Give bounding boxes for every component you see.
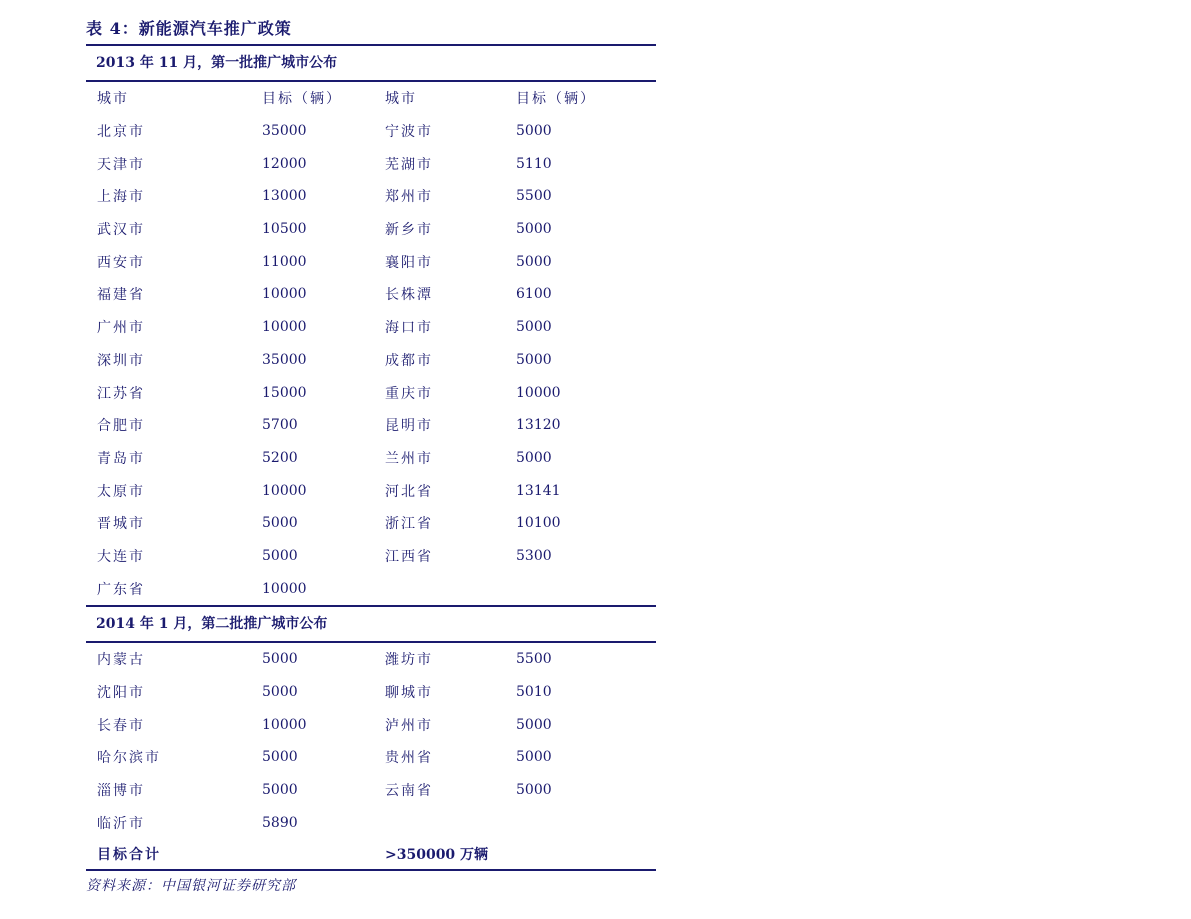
city-cell: 北京市	[97, 124, 145, 141]
target-cell: 5000	[262, 651, 298, 668]
table-row	[86, 311, 658, 344]
target-cell: 6100	[516, 286, 552, 303]
target-cell: 12000	[262, 155, 307, 172]
target-cell: 5000	[516, 782, 552, 799]
table-row	[86, 180, 658, 213]
table-row	[86, 708, 658, 741]
city-cell: 广州市	[97, 320, 145, 337]
section-1-rows	[86, 115, 658, 605]
target-cell: 5700	[262, 417, 298, 434]
city-cell: 太原市	[97, 483, 145, 500]
city-cell: 成都市	[385, 352, 433, 369]
target-cell: 10000	[262, 482, 307, 499]
target-cell: 5500	[516, 651, 552, 668]
city-cell: 长株潭	[385, 287, 433, 304]
target-cell: 13000	[262, 188, 307, 205]
table-row	[86, 442, 658, 475]
table-row	[86, 115, 658, 148]
city-cell: 海口市	[385, 320, 433, 337]
total-row	[86, 839, 658, 869]
city-cell: 西安市	[97, 254, 145, 271]
city-cell: 福建省	[97, 287, 145, 304]
city-cell: 贵州省	[385, 750, 433, 767]
table-row	[86, 806, 658, 839]
city-cell: 青岛市	[97, 450, 145, 467]
column-header-target-2: 目标（辆）	[516, 91, 596, 108]
target-cell: 5000	[262, 782, 298, 799]
city-cell: 临沂市	[97, 815, 145, 832]
table-row	[86, 572, 658, 605]
target-cell: 5000	[262, 515, 298, 532]
target-cell: 5000	[516, 351, 552, 368]
city-cell: 河北省	[385, 483, 433, 500]
city-cell: 重庆市	[385, 385, 433, 402]
city-cell: 云南省	[385, 783, 433, 800]
city-cell: 新乡市	[385, 222, 433, 239]
table-row	[86, 376, 658, 409]
target-cell: 5000	[516, 716, 552, 733]
target-cell: 5000	[516, 123, 552, 140]
city-cell: 上海市	[97, 189, 145, 206]
target-cell: 5890	[262, 814, 298, 831]
city-cell: 内蒙古	[97, 652, 145, 669]
target-cell: 10000	[516, 384, 561, 401]
document	[86, 14, 658, 901]
city-cell: 广东省	[97, 581, 145, 598]
target-cell: 15000	[262, 384, 307, 401]
target-cell: 35000	[262, 351, 307, 368]
table-row	[86, 643, 658, 676]
section-header-2: 2014 年 1 月，第二批推广城市公布	[96, 616, 328, 632]
city-cell: 合肥市	[97, 418, 145, 435]
city-cell: 兰州市	[385, 450, 433, 467]
table-row	[86, 147, 658, 180]
table-row	[86, 409, 658, 442]
column-header-city-2: 城市	[385, 91, 417, 108]
target-cell: 5300	[516, 547, 552, 564]
city-cell: 郑州市	[385, 189, 433, 206]
target-cell: 5000	[516, 749, 552, 766]
target-cell: 10000	[262, 580, 307, 597]
table-row	[86, 741, 658, 774]
table-row	[86, 278, 658, 311]
target-cell: 5000	[262, 749, 298, 766]
table-caption: 表 4：新能源汽车推广政策	[86, 19, 292, 38]
target-cell: 10000	[262, 319, 307, 336]
target-cell: 10100	[516, 515, 561, 532]
target-cell: 13120	[516, 417, 561, 434]
city-cell: 长春市	[97, 717, 145, 734]
table-row	[86, 213, 658, 246]
target-cell: 5000	[516, 449, 552, 466]
column-header-city: 城市	[97, 91, 129, 108]
target-cell: 5000	[516, 221, 552, 238]
city-cell: 哈尔滨市	[97, 750, 161, 767]
target-cell: 13141	[516, 482, 561, 499]
city-cell: 江西省	[385, 548, 433, 565]
target-cell: 5000	[516, 319, 552, 336]
column-header-row	[86, 82, 658, 115]
target-cell: 5110	[516, 155, 552, 172]
table-row	[86, 774, 658, 807]
city-cell: 深圳市	[97, 352, 145, 369]
city-cell: 淄博市	[97, 783, 145, 800]
city-cell: 晋城市	[97, 516, 145, 533]
city-cell: 聊城市	[385, 685, 433, 702]
target-cell: 10000	[262, 716, 307, 733]
target-cell: 11000	[262, 253, 307, 270]
city-cell: 江苏省	[97, 385, 145, 402]
city-cell: 芜湖市	[385, 156, 433, 173]
target-cell: 5000	[262, 547, 298, 564]
target-cell: 5000	[262, 684, 298, 701]
target-cell: 5200	[262, 449, 298, 466]
total-value: >350000 万辆	[385, 847, 489, 864]
city-cell: 昆明市	[385, 418, 433, 435]
table-row	[86, 507, 658, 540]
city-cell: 襄阳市	[385, 254, 433, 271]
city-cell: 宁波市	[385, 124, 433, 141]
column-header-target: 目标（辆）	[262, 91, 342, 108]
target-cell: 10000	[262, 286, 307, 303]
city-cell: 沈阳市	[97, 685, 145, 702]
city-cell: 天津市	[97, 156, 145, 173]
table-row	[86, 540, 658, 573]
table-row	[86, 676, 658, 709]
table-row	[86, 344, 658, 377]
table-row	[86, 474, 658, 507]
target-cell: 5500	[516, 188, 552, 205]
target-cell: 5010	[516, 684, 552, 701]
city-cell: 泸州市	[385, 717, 433, 734]
total-label: 目标合计	[97, 847, 161, 864]
table-row	[86, 245, 658, 278]
city-cell: 大连市	[97, 548, 145, 565]
target-cell: 5000	[516, 253, 552, 270]
source-note: 资料来源：中国银河证券研究部	[86, 878, 296, 895]
target-cell: 35000	[262, 123, 307, 140]
city-cell: 武汉市	[97, 222, 145, 239]
city-cell: 浙江省	[385, 516, 433, 533]
target-cell: 10500	[262, 221, 307, 238]
section-header-1: 2013 年 11 月，第一批推广城市公布	[96, 55, 338, 71]
section-2-rows	[86, 643, 658, 839]
city-cell: 潍坊市	[385, 652, 433, 669]
